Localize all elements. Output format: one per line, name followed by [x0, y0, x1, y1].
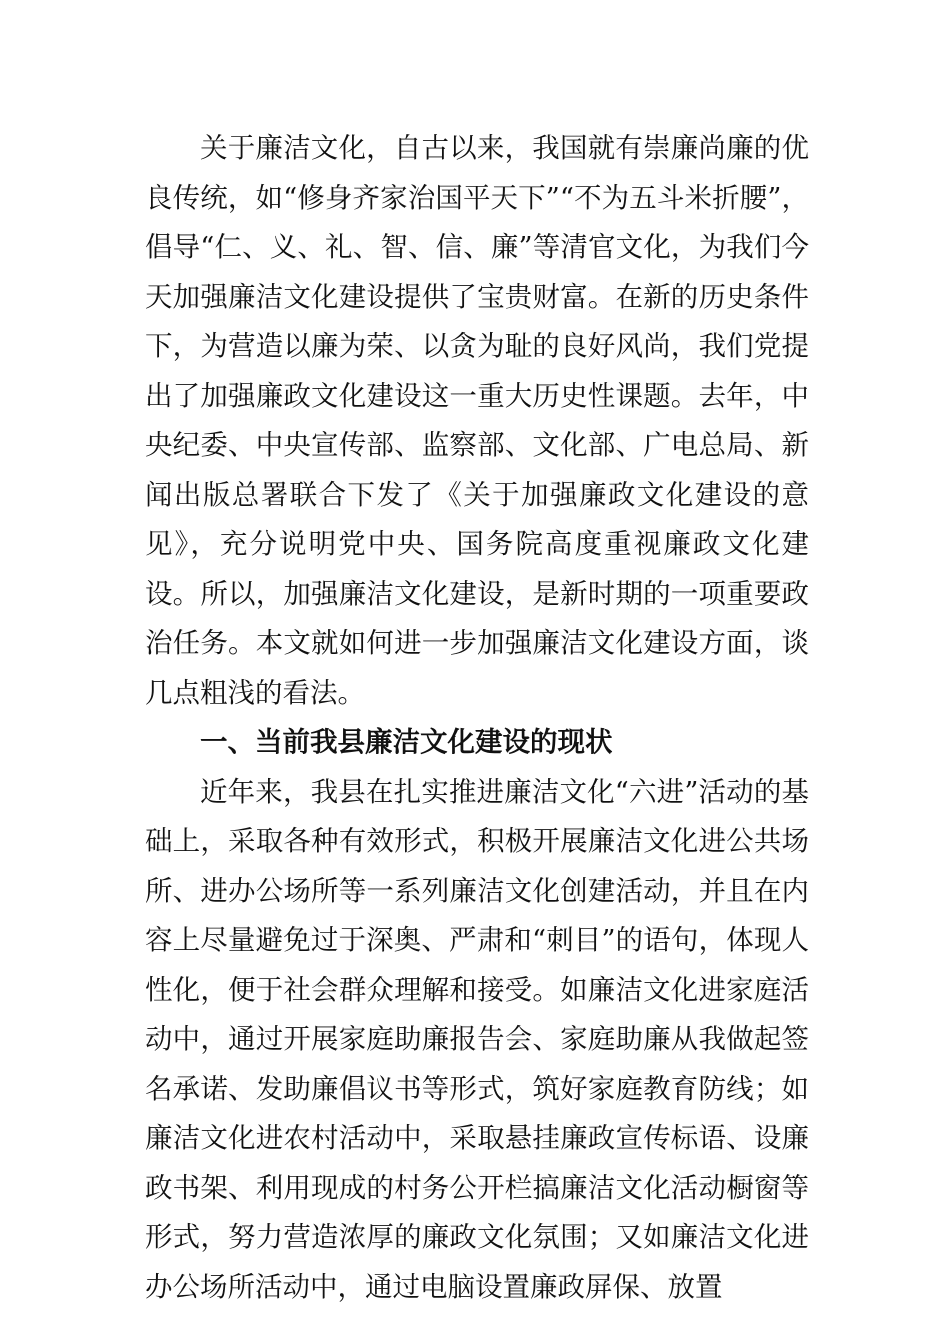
intro-paragraph: 关于廉洁文化，自古以来，我国就有崇廉尚廉的优良传统，如“修身齐家治国平天下”“不为五斗米折腰”，倡导“仁、义、礼、智、信、廉”等清官文化，为我们今天加强廉洁文化建设提供了宝贵财富。在新的历史条件下，为营造以廉为荣、以贪为耻的良好风尚，我们党提出了加强廉政文化建设这一重大历史性课题。去年，中央纪委、中央宣传部、监察部、文化部、广电总局、新闻出版总署联合下发了《关于加强廉政文化建设的意见》，充分说明党中央、国务院高度重视廉政文化建设。所以，加强廉洁文化建设，是新时期的一项重要政治任务。本文就如何进一步加强廉洁文化建设方面，谈几点粗浅的看法。: [145, 132, 809, 709]
document-body: [145, 124, 809, 1312]
status-paragraph: 近年来，我县在扎实推进廉洁文化“六进”活动的基础上，采取各种有效形式，积极开展廉洁文化进公共场所、进办公场所等一系列廉洁文化创建活动，并且在内容上尽量避免过于深奥、严肃和“刺目”的语句，体现人性化，便于社会群众理解和接受。如廉洁文化进家庭活动中，通过开展家庭助廉报告会、家庭助廉从我做起签名承诺、发助廉倡议书等形式，筑好家庭教育防线；如廉洁文化进农村活动中，采取悬挂廉政宣传标语、设廉政书架、利用现成的村务公开栏搞廉洁文化活动橱窗等形式，努力营造浓厚的廉政文化氛围；又如廉洁文化进办公场所活动中，通过电脑设置廉政屏保、放置: [145, 775, 809, 1303]
section-heading: 一、当前我县廉洁文化建设的现状: [200, 726, 613, 758]
